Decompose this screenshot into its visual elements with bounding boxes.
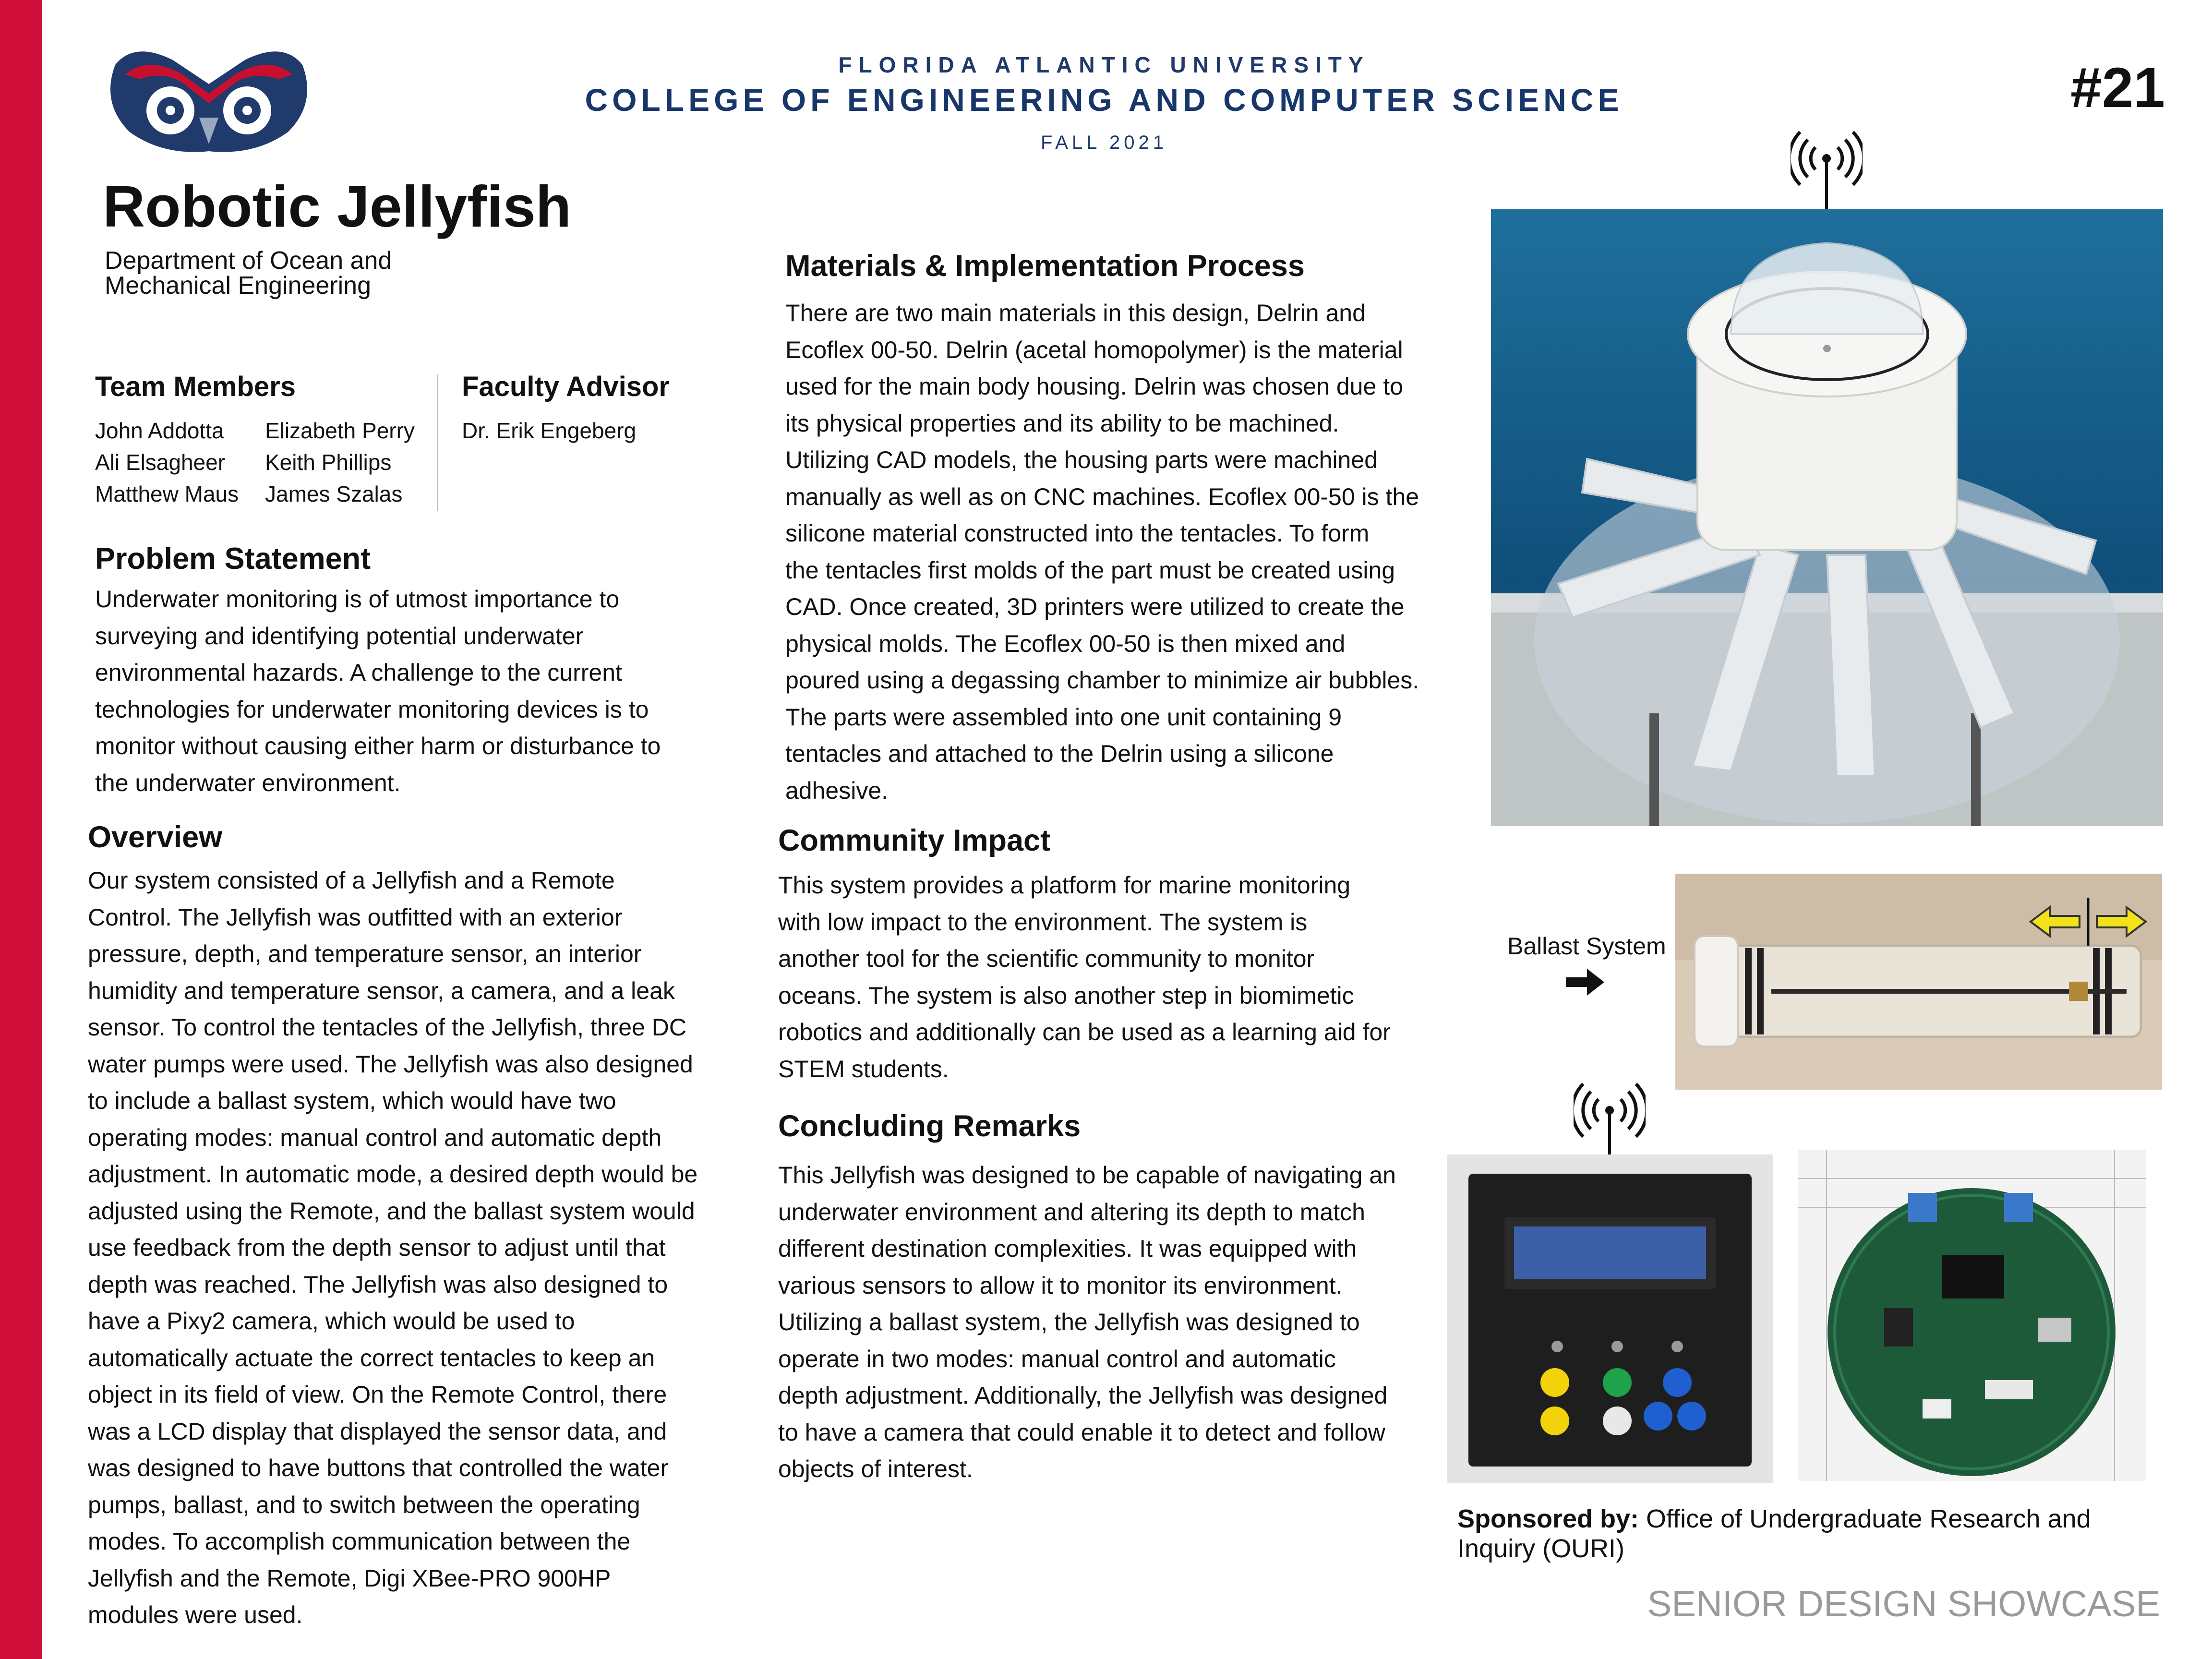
text-line: Control. The Jellyfish was outfitted with an exterior	[88, 903, 623, 931]
text-line: Underwater monitoring is of utmost importance to	[95, 586, 620, 613]
text-line: was designed to have buttons that controlled the water	[88, 1455, 669, 1481]
ballast-label: Ballast System	[1507, 933, 1666, 960]
text-line: adhesive.	[785, 777, 889, 804]
divider	[437, 374, 438, 511]
sponsor-line: Inquiry (OURI)	[1457, 1534, 1625, 1563]
text-line: Jellyfish and the Remote, Digi XBee-PRO 900HP	[88, 1564, 611, 1592]
text-line: its physical properties and its ability to be machined.	[785, 409, 1339, 437]
jellyfish-photo	[1491, 209, 2163, 826]
wireless-signal-icon	[1791, 122, 1863, 209]
text-line: have a Pixy2 camera, which would be used to	[88, 1308, 575, 1334]
text-line: adjusted using the Remote, and the ballast system would	[88, 1197, 695, 1225]
text-line: depth was reached. The Jellyfish was also designed to	[88, 1271, 668, 1298]
text-line: The parts were assembled into one unit containing 9	[785, 703, 1342, 731]
community-body	[778, 867, 1391, 1087]
text-line: different destination complexities. It was equipped with	[778, 1235, 1357, 1262]
text-line: technologies for underwater monitoring devices is to	[95, 696, 649, 723]
text-line: adjustment. In automatic mode, a desired depth would be	[88, 1161, 698, 1188]
text-line: modules were used.	[88, 1601, 303, 1628]
sponsor-line: Office of Undergraduate Research and	[1646, 1504, 2091, 1533]
project-number: #21	[2070, 56, 2165, 120]
department-line: Mechanical Engineering	[105, 272, 372, 300]
text-line: used for the main body housing. Delrin was chosen due to	[785, 373, 1403, 400]
team-member: Keith Phillips	[265, 450, 392, 475]
problem-heading: Problem Statement	[95, 542, 371, 576]
text-line: environmental hazards. A challenge to the current	[95, 659, 622, 686]
text-line: the tentacles first molds of the part must be created using	[785, 556, 1395, 584]
university-name: FLORIDA ATLANTIC UNIVERSITY	[838, 52, 1370, 77]
concluding-body	[778, 1157, 1396, 1488]
text-line: surveying and identifying potential underwater	[95, 622, 584, 649]
text-line: was a LCD display that displayed the sensor data, and	[88, 1418, 667, 1445]
footer-text: SENIOR DESIGN SHOWCASE	[1647, 1584, 2160, 1624]
text-line: depth adjustment. Additionally, the Jellyfish was designed	[778, 1382, 1388, 1409]
text-line: automatically actuate the correct tentacles to keep an	[88, 1344, 655, 1371]
text-line: various sensors to allow it to monitor its environment.	[778, 1272, 1343, 1299]
department-line: Department of Ocean and	[105, 247, 392, 275]
text-line: There are two main materials in this design, Delrin and	[785, 300, 1366, 326]
materials-heading: Materials & Implementation Process	[785, 249, 1305, 283]
team-col1	[95, 415, 239, 510]
materials-body	[785, 295, 1419, 809]
concluding-heading: Concluding Remarks	[778, 1109, 1081, 1143]
team-member: John Addotta	[95, 418, 224, 443]
term: FALL 2021	[1040, 132, 1167, 153]
text-line: pressure, depth, and temperature sensor, an interior	[88, 940, 642, 967]
advisor-heading: Faculty Advisor	[462, 371, 670, 402]
text-line: This system provides a platform for marine monitoring	[778, 872, 1351, 899]
text-line: sensor. To control the tentacles of the Jellyfish, three DC	[88, 1014, 686, 1041]
text-line: manually as well as on CNC machines. Ecoflex 00-50 is the	[785, 483, 1419, 510]
arrow-right-icon	[1566, 969, 1604, 996]
team-heading: Team Members	[95, 371, 296, 402]
text-line: to include a ballast system, which would have two	[88, 1087, 616, 1114]
text-line: Ecoflex 00-50. Delrin (acetal homopolymer) is the material	[785, 336, 1403, 363]
text-line: pumps, ballast, and to switch between the operating	[88, 1491, 640, 1518]
text-line: physical molds. The Ecoflex 00-50 is then mixed and	[785, 630, 1346, 657]
accent-bar	[0, 0, 42, 1659]
text-line: operating modes: manual control and automatic depth	[88, 1124, 662, 1151]
text-line: CAD. Once created, 3D printers were utilized to create the	[785, 593, 1405, 620]
text-line: the underwater environment.	[95, 769, 401, 796]
team-col2	[265, 415, 415, 510]
text-line: Utilizing a ballast system, the Jellyfish was designed to	[778, 1309, 1360, 1335]
text-line: humidity and temperature sensor, a camera, and a leak	[88, 977, 675, 1004]
text-line: with low impact to the environment. The system is	[778, 908, 1308, 936]
overview-body	[88, 862, 697, 1634]
wireless-signal-icon	[1574, 1074, 1646, 1161]
text-line: underwater environment and altering its depth to match	[778, 1198, 1365, 1226]
community-heading: Community Impact	[778, 824, 1051, 857]
remote-control-photo	[1447, 1154, 1773, 1483]
text-line: another tool for the scientific community to monitor	[778, 945, 1315, 972]
text-line: tentacles and attached to the Delrin using a silicone	[785, 740, 1334, 767]
problem-body	[95, 581, 661, 801]
text-line: silicone material constructed into the tentacles. To form	[785, 520, 1370, 547]
text-line: objects of interest.	[778, 1455, 973, 1482]
team-member: Elizabeth Perry	[265, 418, 415, 443]
text-line: to have a camera that could enable it to detect and follow	[778, 1419, 1385, 1446]
text-line: use feedback from the depth sensor to adjust until that	[88, 1234, 666, 1261]
text-line: object in its field of view. On the Remote Control, there	[88, 1381, 667, 1408]
text-line: water pumps were used. The Jellyfish was also designed	[88, 1050, 693, 1078]
text-line: STEM students.	[778, 1055, 949, 1082]
overview-heading: Overview	[88, 820, 223, 854]
text-line: monitor without causing either harm or disturbance to	[95, 733, 661, 759]
text-line: Our system consisted of a Jellyfish and a Remote	[88, 867, 615, 894]
team-member: Matthew Maus	[95, 481, 239, 506]
sponsor	[1457, 1504, 2168, 1563]
team-member: Ali Elsagheer	[95, 450, 226, 475]
team-member: James Szalas	[265, 481, 403, 506]
advisor-name: Dr. Erik Engeberg	[462, 418, 637, 443]
text-line: modes. To accomplish communication between the	[88, 1528, 631, 1555]
circuit-board-photo	[1798, 1150, 2146, 1481]
college-name: COLLEGE OF ENGINEERING AND COMPUTER SCIENCE	[585, 82, 1623, 118]
text-line: oceans. The system is also another step in biomimetic	[778, 982, 1354, 1009]
text-line: This Jellyfish was designed to be capable of navigating an	[778, 1162, 1396, 1189]
text-line: poured using a degassing chamber to minimize air bubbles.	[785, 667, 1419, 694]
ballast-system-photo	[1675, 874, 2162, 1090]
sponsor-label: Sponsored by:	[1457, 1504, 1639, 1533]
text-line: robotics and additionally can be used as a learning aid for	[778, 1019, 1391, 1046]
text-line: Utilizing CAD models, the housing parts were machined	[785, 446, 1378, 473]
project-title: Robotic Jellyfish	[103, 174, 572, 239]
fau-owl-logo	[106, 41, 312, 156]
text-line: operate in two modes: manual control and automatic	[778, 1345, 1336, 1372]
department	[105, 248, 498, 298]
